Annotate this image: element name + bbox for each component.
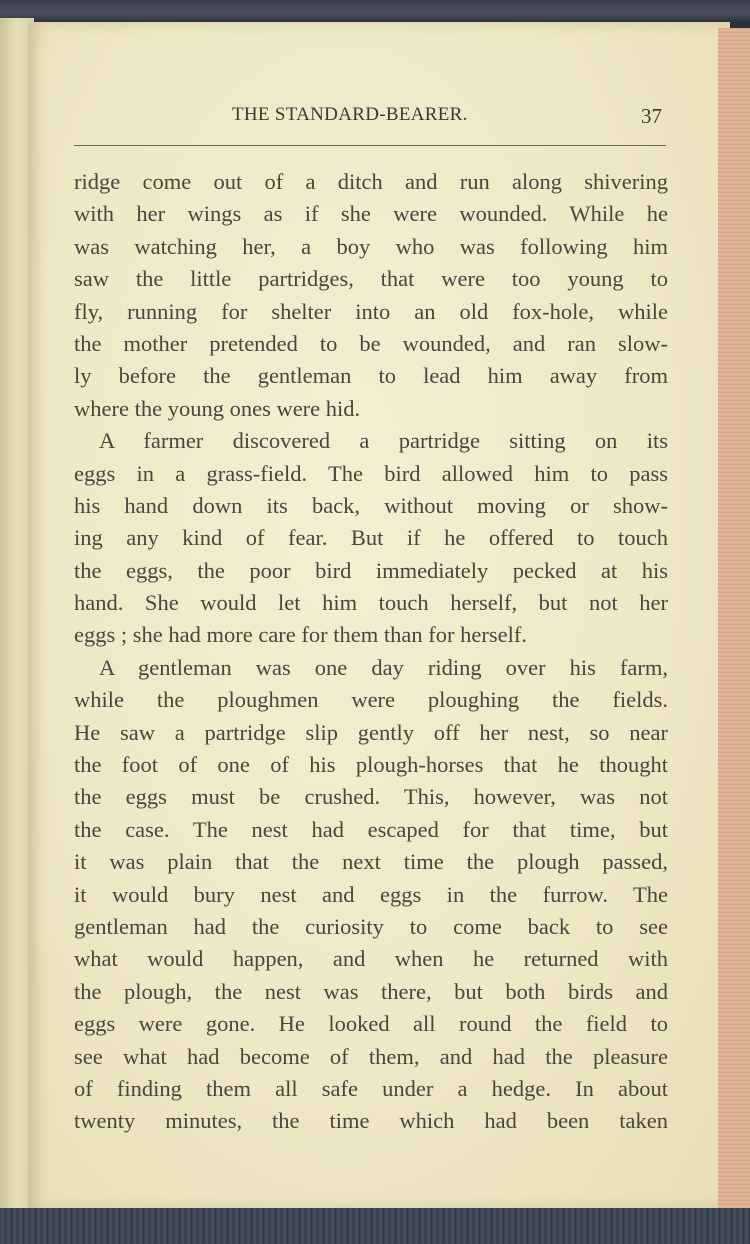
text-line: what would happen, and when he returned with — [74, 946, 668, 972]
running-head: THE STANDARD-BEARER. — [232, 104, 468, 125]
book-spine-top — [0, 0, 750, 22]
text-line: his hand down its back, without moving or show- — [74, 492, 668, 518]
text-line: see what had become of them, and had the pleasure — [74, 1043, 668, 1069]
text-line: fly, running for shelter into an old fox-hole, while — [74, 298, 668, 324]
text-line: saw the little partridges, that were too young to — [74, 266, 668, 292]
text-line: the eggs, the poor bird immediately pecked at his — [74, 557, 668, 583]
text-line: was watching her, a boy who was following him — [74, 233, 668, 259]
text-line: A gentleman was one day riding over his farm, — [99, 654, 668, 680]
text-line: ing any kind of fear. But if he offered to touch — [74, 525, 668, 551]
text-line: the eggs must be crushed. This, however, was not — [74, 784, 668, 810]
book-cover-bottom — [0, 1208, 750, 1244]
text-line: while the ploughmen were ploughing the fields. — [74, 687, 668, 713]
text-line: of finding them all safe under a hedge. In about — [74, 1075, 668, 1101]
text-line: He saw a partridge slip gently off her nest, so near — [74, 719, 668, 745]
text-line: the case. The nest had escaped for that time, but — [74, 816, 668, 842]
text-line: ridge come out of a ditch and run along shivering — [74, 169, 668, 194]
text-line: eggs were gone. He looked all round the field to — [74, 1011, 668, 1037]
page-header — [70, 100, 670, 136]
page-fore-edge — [718, 28, 750, 1208]
text-line: eggs in a grass-field. The bird allowed him to pass — [74, 460, 668, 486]
text-line: the plough, the nest was there, but both birds and — [74, 978, 668, 1004]
body-text — [74, 166, 674, 1138]
text-line: the foot of one of his plough-horses that he thought — [74, 752, 668, 778]
text-line: the mother pretended to be wounded, and ran slow- — [74, 330, 668, 356]
text-line: A farmer discovered a partridge sitting on its — [99, 428, 668, 454]
text-line: hand. She would let him touch herself, but not her — [74, 590, 668, 616]
page-number: 37 — [641, 104, 662, 128]
text-line: with her wings as if she were wounded. While he — [74, 201, 668, 227]
text-line: ly before the gentleman to lead him away from — [74, 363, 668, 389]
text-line: gentleman had the curiosity to come back to see — [74, 913, 668, 939]
text-line: it would bury nest and eggs in the furrow. The — [74, 881, 668, 907]
text-line: it was plain that the next time the plough passed, — [74, 849, 668, 875]
header-rule — [74, 145, 666, 146]
text-line: eggs ; she had more care for them than for herself. — [74, 622, 527, 648]
text-line: where the young ones were hid. — [74, 395, 361, 421]
text-line: twenty minutes, the time which had been taken — [74, 1108, 668, 1134]
